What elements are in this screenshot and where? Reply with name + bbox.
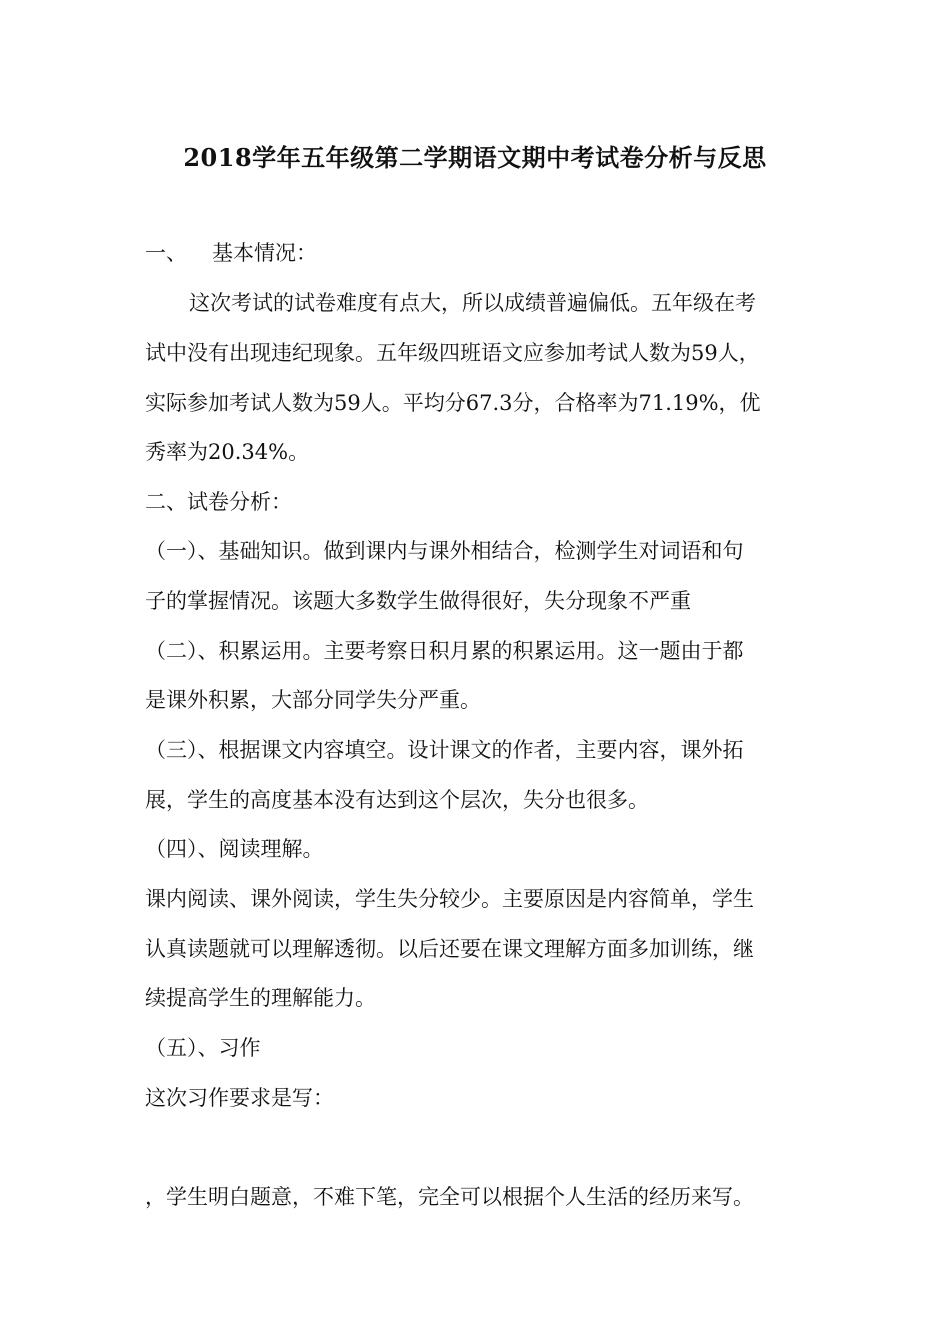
paragraph-line: 秀率为20.34%。: [145, 440, 310, 464]
paragraph-line: （三）、根据课文内容填空。设计课文的作者，主要内容，课外拓: [145, 738, 744, 762]
section-heading: 二、试卷分析：: [145, 490, 292, 514]
paragraph-line: 认真读题就可以理解透彻。以后还要在课文理解方面多加训练，继: [145, 937, 754, 961]
paragraph-line: 实际参加考试人数为59人。平均分67.3分，合格率为71.19%，优: [145, 391, 761, 415]
paragraph-line: （一）、基础知识。做到课内与课外相结合，检测学生对词语和句: [145, 539, 744, 563]
paragraph-line: 这次考试的试卷难度有点大，所以成绩普遍偏低。五年级在考: [189, 291, 756, 315]
paragraph-line: ，学生明白题意，不难下笔，完全可以根据个人生活的经历来写。: [145, 1185, 754, 1209]
document-title: 2018学年五年级第二学期语文期中考试卷分析与反思: [183, 143, 767, 172]
section-number: 一、: [145, 241, 187, 265]
paragraph-line: 子的掌握情况。该题大多数学生做得很好，失分现象不严重: [145, 589, 691, 613]
paragraph-line: 试中没有出现违纪现象。五年级四班语文应参加考试人数为59人，: [145, 341, 760, 365]
subsection-heading: （五）、习作: [145, 1036, 261, 1060]
paragraph-line: （二）、积累运用。主要考察日积月累的积累运用。这一题由于都: [145, 639, 744, 663]
paragraph-line: 续提高学生的理解能力。: [145, 986, 376, 1010]
subsection-heading: （四）、阅读理解。: [145, 837, 324, 861]
paragraph-line: 展，学生的高度基本没有达到这个层次，失分也很多。: [145, 788, 649, 812]
section-heading: 基本情况：: [212, 241, 317, 265]
paragraph-line: 课内阅读、课外阅读，学生失分较少。主要原因是内容简单，学生: [145, 887, 754, 911]
paragraph-line: 是课外积累，大部分同学失分严重。: [145, 688, 481, 712]
paragraph-line: 这次习作要求是写：: [145, 1086, 334, 1110]
